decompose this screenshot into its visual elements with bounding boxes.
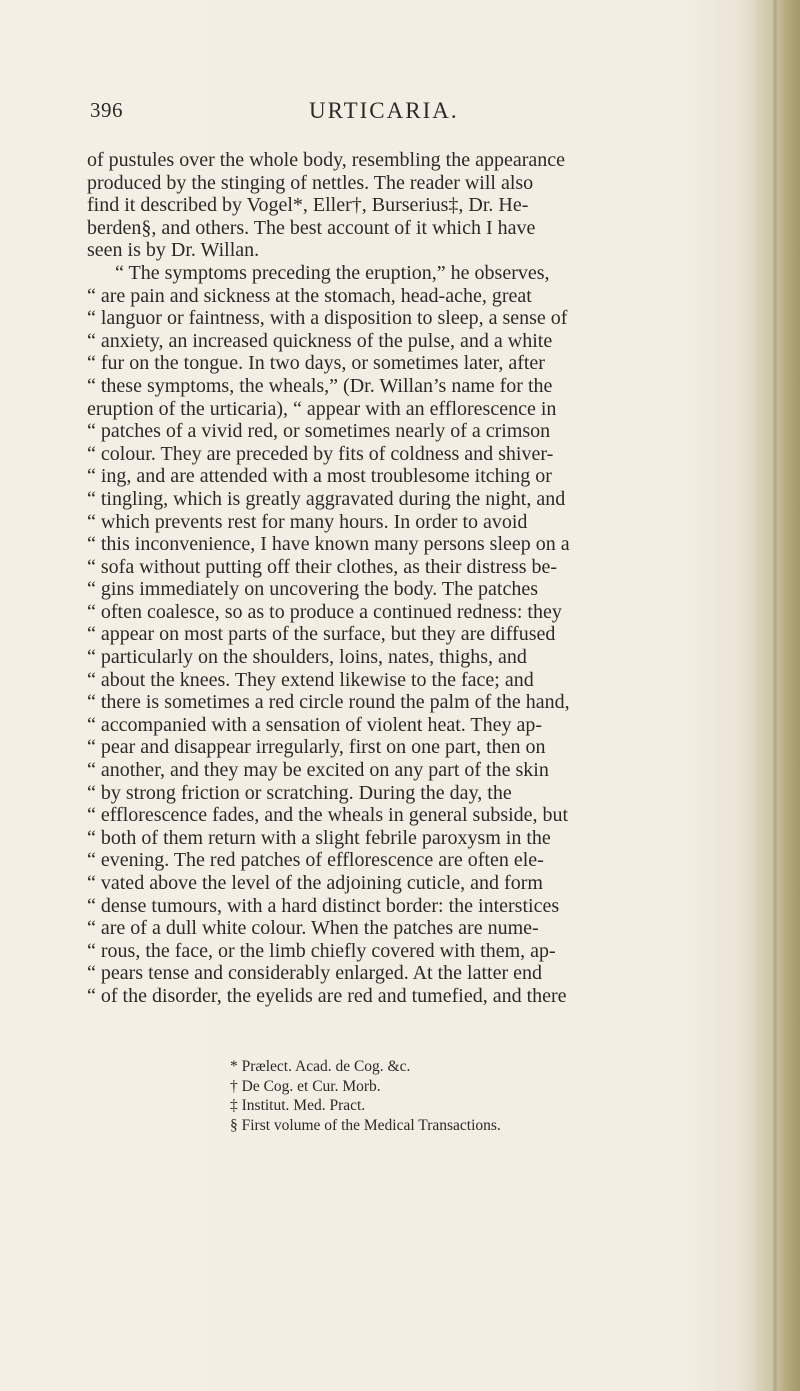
text-line-content: “ pear and disappear irregularly, first on one part, then on [87,736,546,759]
text-line-content: “ often coalesce, so as to produce a continued redness: they [87,600,562,623]
text-line-content: “ evening. The red patches of efflorescence are often ele- [87,849,544,872]
text-line [87,149,755,172]
text-line-content: “ efflorescence fades, and the wheals in general subside, but [87,804,569,827]
text-line [87,307,755,330]
text-line: “ of the disorder, the eyelids are red and tumefied, and there [87,984,567,1007]
text-line [87,465,755,488]
text-line [87,917,755,940]
text-line [87,194,755,217]
text-line [87,601,755,624]
text-line [87,669,755,692]
text-line [87,217,755,240]
text-line [87,330,755,353]
text-line-content: “ another, and they may be excited on any part of the skin [87,759,549,782]
text-line-content: “ by strong friction or scratching. During the day, the [87,781,512,804]
text-line-content: “ appear on most parts of the surface, but they are diffused [87,623,556,646]
text-line [87,285,755,308]
text-line-content: “ languor or faintness, with a disposition to sleep, a sense of [87,307,568,330]
text-line-content: “ are pain and sickness at the stomach, head-ache, great [87,284,532,307]
text-line [87,375,755,398]
text-line-content: of pustules over the whole body, resembling the appearance [87,149,565,171]
text-line-content: “ which prevents rest for many hours. In order to avoid [87,510,528,533]
text-line [87,488,755,511]
footnote: * Prælect. Acad. de Cog. &c. [230,1058,411,1075]
footnotes [230,1057,700,1135]
text-line [87,962,755,985]
text-line-content: “ vated above the level of the adjoining cuticle, and form [87,872,543,894]
text-line-content: “ patches of a vivid red, or sometimes nearly of a crimson [87,420,551,443]
text-line-content: “ this inconvenience, I have known many persons sleep on a [87,533,570,556]
text-line-content: “ are of a dull white colour. When the patches are nume- [87,917,539,940]
text-line [87,759,755,782]
text-line-content: “ accompanied with a sensation of violent heat. They ap- [87,713,543,736]
text-line-content: berden§, and others. The best account of it which I have [87,216,536,239]
text-line [87,691,755,714]
text-line [87,556,755,579]
text-line-content: “ rous, the face, or the limb chiefly covered with them, ap- [87,939,556,962]
text-line [87,352,755,375]
text-line-content: “ both of them return with a slight febrile paroxysm in the [87,826,551,849]
text-line [87,623,755,646]
text-line [87,398,755,421]
text-line [87,782,755,805]
text-line [87,262,755,285]
running-head: URTICARIA. [309,98,459,123]
text-line [87,804,755,827]
text-line [87,736,755,759]
text-line [87,849,755,872]
text-line [87,940,755,963]
text-line [87,895,755,918]
text-line [87,533,755,556]
text-line [87,872,755,895]
text-line-content: “ sofa without putting off their clothes, as their distress be- [87,555,558,578]
footnote: ‡ Institut. Med. Pract. [230,1097,366,1114]
text-line [87,646,755,669]
footnote: § First volume of the Medical Transactions. [230,1116,501,1134]
text-line-content: “ colour. They are preceded by fits of coldness and shiver- [87,442,554,465]
text-line [87,827,755,850]
text-line: seen is by Dr. Willan. [87,239,260,262]
text-line-content: “ dense tumours, with a hard distinct border: the interstices [87,894,560,917]
text-line-content: “ fur on the tongue. In two days, or sometimes later, after [87,352,545,375]
page-fold-shadow [772,0,778,1391]
text-line-content: “ The symptoms preceding the eruption,” he observes, [115,261,550,284]
text-line-content: “ these symptoms, the wheals,” (Dr. Willan’s name for the [87,374,553,397]
text-line-content: “ pears tense and considerably enlarged. At the latter end [87,962,543,985]
page-header [90,98,750,132]
text-line-content: “ ing, and are attended with a most troublesome itching or [87,465,552,488]
text-line [87,578,755,601]
text-line [87,420,755,443]
text-line-content: produced by the stinging of nettles. The reader will also [87,171,534,194]
text-line-content: “ anxiety, an increased quickness of the pulse, and a white [87,329,553,352]
text-line-content: “ particularly on the shoulders, loins, nates, thighs, and [87,646,527,669]
text-line [87,443,755,466]
footnote: † De Cog. et Cur. Morb. [230,1077,381,1095]
text-line-content: “ about the knees. They extend likewise to the face; and [87,668,534,691]
text-line-content: “ gins immediately on uncovering the body. The patches [87,578,538,601]
text-line [87,714,755,737]
text-line-content: find it described by Vogel*, Eller†, Burserius‡, Dr. He- [87,194,529,217]
body-text [87,149,755,1008]
text-line-content: “ tingling, which is greatly aggravated during the night, and [87,487,566,510]
text-line [87,172,755,195]
text-line-content: “ there is sometimes a red circle round the palm of the hand, [87,691,570,714]
page-number: 396 [90,98,123,122]
text-line-content: eruption of the urticaria), “ appear with an efflorescence in [87,397,557,420]
text-line [87,511,755,534]
